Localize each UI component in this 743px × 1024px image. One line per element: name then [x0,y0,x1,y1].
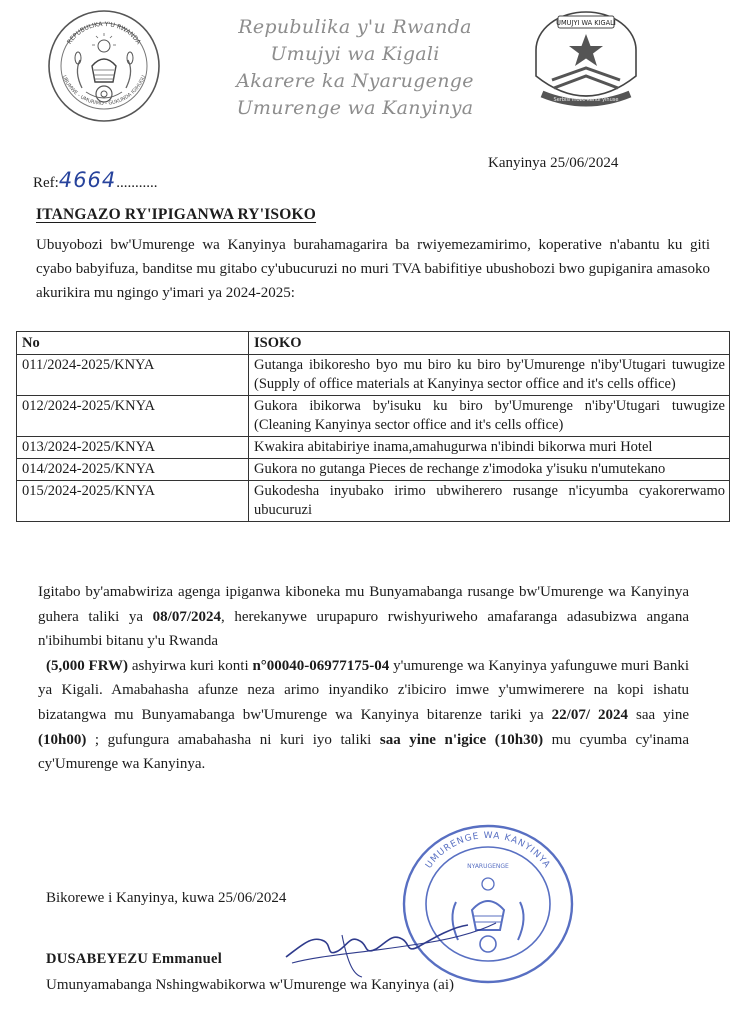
rwanda-republic-seal [46,8,162,124]
opening-time-words: saa yine n'igice [379,731,487,748]
tender-number: 012/2024-2025/KNYA [17,396,249,437]
tender-table [16,331,730,522]
body-text: , herekanywe urupapuro rwishyuriweho amafaranga adasubizwa angana n'ibihumbi bitanu y'u Rwanda [38,608,689,650]
svg-text:UMUJYI WA KIGALI: UMUJYI WA KIGALI [556,19,616,27]
intro-paragraph: Ubuyobozi bw'Umurenge wa Kanyinya burahamagarira ba rwiyemezamirimo, koperative n'abantu ku giti cyabo babyifuza, banditse mu gitabo cy'ubucuruzi no muri TVA babifitiye ubushobozi bwo gupiganira amasoko akurikira mu ngingo y'imari ya 2024-2025: [36,237,710,301]
body-text: ; gufungura amabahasha ni kuri iyo taliki [86,731,380,748]
body-text: Igitabo by'amabwiriza agenga ipiganwa kiboneka mu Bunyamabanga rusange bw'Umurenge wa Kanyinya guhera taliki ya [38,584,689,625]
handwritten-signature [282,905,502,983]
bank-account: n°00040-06977175-04 [252,657,390,674]
body-text [486,732,495,748]
tender-number: 011/2024-2025/KNYA [17,355,249,396]
collection-date: 08/07/2024 [152,608,222,625]
body-text: mu cyumba cy'inama cy'Umurenge wa Kanyinya. [38,731,689,773]
signer-name: DUSABEYEZU Emmanuel [46,951,223,967]
tender-number: 014/2024-2025/KNYA [17,459,249,481]
deadline-time: (10h00) [38,731,87,748]
tender-description: Gutanga ibikoresho byo mu biro ku biro by'Umurenge n'iby'Utugari tuwugize (Supply of office materials at Kanyinya sector office and it's cells office) [249,355,730,396]
letterhead-line: Repubulika y'u Rwanda [238,16,472,38]
header-no: No [17,332,249,355]
tender-description: Gukora no gutanga Pieces de rechange z'imodoka y'isuku n'umutekano [249,459,730,481]
svg-text:REPUBULIKA Y'U RWANDA: REPUBULIKA Y'U RWANDA [66,20,142,46]
ref-label: Ref: [33,175,59,191]
deadline-date: 22/07/ 2024 [551,706,629,723]
table-row [17,481,730,522]
svg-text:Serbisi inoze kandi yihuse: Serbisi inoze kandi yihuse [553,97,619,103]
tender-description: Gukora ibikorwa by'isuku ku biro by'Umurenge n'iby'Utugari tuwugize (Cleaning Kanyinya sector office and it's cells office) [249,396,730,437]
table-row [17,437,730,459]
reference-number [33,168,158,192]
table-header-row [17,332,730,355]
ref-dots: ........... [116,175,158,191]
table-row [17,396,730,437]
svg-text:UMURENGE WA KANYINYA: UMURENGE WA KANYINYA [424,830,552,871]
kigali-city-logo [522,10,650,114]
letterhead-line: Akarere ka Nyarugenge [236,70,474,92]
svg-text:UBUMWE - UMURIMO - GUKUNDA IGI: UBUMWE - UMURIMO - GUKUNDA IGIHUGU [60,74,148,107]
fee-amount: (5,000 FRW) [46,657,129,674]
signer-title: Umunyamabanga Nshingwabikorwa w'Umurenge wa Kanyinya (ai) [46,977,454,993]
ref-number-handwritten: 4664 [58,168,117,192]
notice-title: ITANGAZO RY'IPIGANWA RY'ISOKO [36,206,317,223]
table-row [17,355,730,396]
instructions-paragraph [38,580,689,777]
tender-description: Kwakira abitabiriye inama,amahugurwa n'ibindi bikorwa muri Hotel [249,437,730,459]
document-date: Kanyinya 25/06/2024 [488,155,619,171]
body-text: y'umurenge wa Kanyinya yafunguwe muri Banki ya Kigali. Amabahasha afunze neza arimo inyandiko z'ibiciro imwe y'umwimerere na kopi ishatu bizatangwa mu Bunyamabanga bw'Umurenge wa Kanyinya bitarenze tariki ya [38,657,689,723]
letterhead [190,14,520,122]
signoff-place-date: Bikorewe i Kanyinya, kuwa 25/06/2024 [46,890,287,906]
tender-number: 015/2024-2025/KNYA [17,481,249,522]
header-isoko: ISOKO [249,332,730,355]
letterhead-line: Umujyi wa Kigali [270,43,440,65]
opening-time: (10h30) [494,731,544,748]
tender-description: Gukodesha inyubako irimo ubwiherero rusange n'icyumba cyakorerwamo ubucuruzi [249,481,730,522]
body-text: saa yine [628,706,689,723]
tender-number: 013/2024-2025/KNYA [17,437,249,459]
letterhead-line: Umurenge wa Kanyinya [236,97,474,119]
svg-text:NYARUGENGE: NYARUGENGE [467,863,509,870]
table-row [17,459,730,481]
body-text: ashyirwa kuri konti [128,657,253,674]
